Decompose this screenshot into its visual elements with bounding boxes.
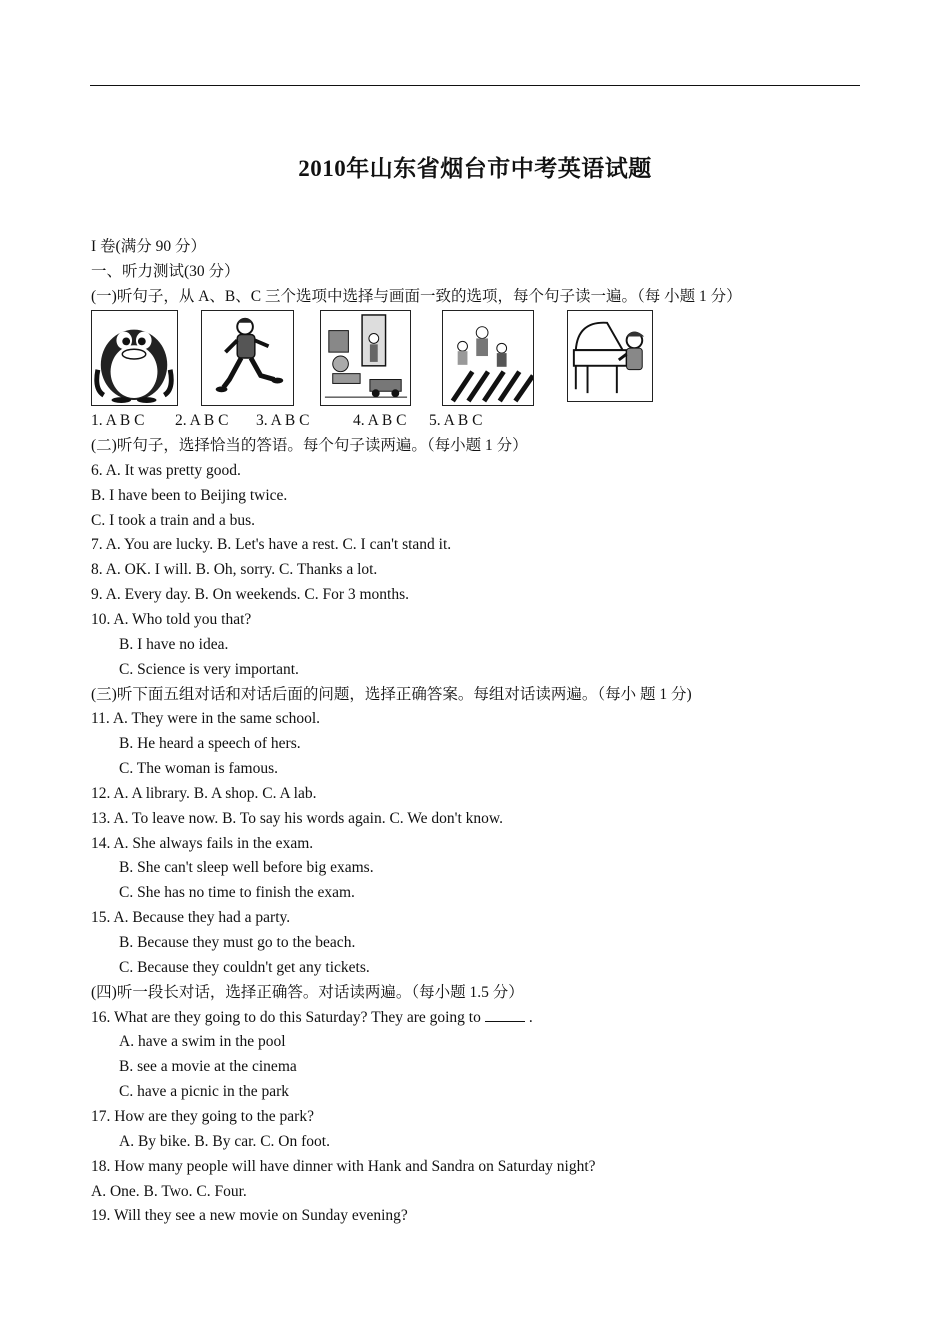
- question-text: B. Because they must go to the beach.: [119, 934, 356, 951]
- question-text: A. By bike. B. By car. C. On foot.: [119, 1133, 330, 1150]
- question-text: B. I have been to Beijing twice.: [91, 487, 288, 504]
- penguin-illustration: [92, 311, 177, 405]
- question-line: [91, 1206, 408, 1226]
- question-text: C. She has no time to finish the exam.: [119, 884, 355, 901]
- question-text: 14. A. She always fails in the exam.: [91, 835, 314, 852]
- question-text: 16. What are they going to do this Saturday? They are going to: [91, 1009, 481, 1026]
- question-line: [91, 585, 409, 605]
- question-line: [119, 734, 301, 754]
- picture-girl-at-piano: [567, 310, 653, 402]
- question-line: [119, 933, 355, 953]
- question-text: 7. A. You are lucky. B. Let's have a rest. C. I can't stand it.: [91, 536, 452, 553]
- question-line: [91, 784, 317, 804]
- question-text: 12. A. A library. B. A shop. C. A lab.: [91, 785, 317, 802]
- answer-choices-1: 1. A B C: [91, 412, 145, 429]
- picture-crosswalk-kids: [442, 310, 534, 406]
- question-line: [91, 685, 692, 705]
- question-line: [119, 759, 278, 779]
- girl-at-piano-illustration: [568, 311, 652, 401]
- question-text: 13. A. To leave now. B. To say his words again. C. We don't know.: [91, 810, 503, 827]
- picture-penguin: [91, 310, 178, 406]
- question-text: C. The woman is famous.: [119, 760, 279, 777]
- crosswalk-kids-illustration: [443, 311, 533, 405]
- answer-blank[interactable]: [485, 1009, 525, 1022]
- question-line: [119, 1057, 297, 1077]
- question-line: [119, 635, 228, 655]
- question-punctuation: .: [528, 1009, 533, 1026]
- page-title: 2010年山东省烟台市中考英语试题: [298, 156, 652, 181]
- question-text: 11. A. They were in the same school.: [91, 710, 321, 727]
- question-line: [91, 809, 503, 829]
- running-boy-illustration: [202, 311, 293, 405]
- question-line: [91, 1008, 533, 1028]
- question-line: [91, 461, 241, 481]
- question-line: [91, 560, 377, 580]
- question-text: 10. A. Who told you that?: [91, 611, 252, 628]
- answer-choices-3: 3. A B C: [256, 412, 310, 429]
- question-line: [91, 1107, 314, 1127]
- answer-choices-2: 2. A B C: [175, 412, 229, 429]
- question-text: B. I have no idea.: [119, 636, 229, 653]
- question-line: [119, 958, 370, 978]
- section-heading: 一、听力测试(30 分）: [91, 263, 240, 280]
- question-line: [91, 610, 251, 630]
- question-text: (二)听句子，选择恰当的答语。每个句子读两遍。（每小题 1 分）: [91, 437, 528, 454]
- question-text: B. He heard a speech of hers.: [119, 735, 301, 752]
- question-text: A. have a swim in the pool: [119, 1033, 286, 1050]
- header-rule: [90, 85, 860, 86]
- question-line: [119, 1082, 289, 1102]
- question-text: C. I took a train and a bus.: [91, 512, 256, 529]
- question-line: [119, 1032, 286, 1052]
- question-text: 9. A. Every day. B. On weekends. C. For 3 months.: [91, 586, 410, 603]
- question-line: [91, 834, 313, 854]
- question-text: 19. Will they see a new movie on Sunday evening?: [91, 1207, 408, 1224]
- question-text: (三)听下面五组对话和对话后面的问题，选择正确答案。每组对话读两遍。（每小 题 1 分): [91, 686, 692, 703]
- picture-toy-room: [320, 310, 411, 406]
- picture-running-boy: [201, 310, 294, 406]
- question-text: 17. How are they going to the park?: [91, 1108, 314, 1125]
- question-line: [91, 1157, 596, 1177]
- answer-choices-4: 4. A B C: [353, 412, 407, 429]
- question-line: [119, 858, 374, 878]
- question-line: [91, 511, 255, 531]
- question-text: C. Because they couldn't get any tickets.: [119, 959, 370, 976]
- question-line: [91, 535, 451, 555]
- question-line: [119, 1132, 330, 1152]
- question-text: C. Science is very important.: [119, 661, 299, 678]
- question-text: 15. A. Because they had a party.: [91, 909, 291, 926]
- question-line: [91, 436, 528, 456]
- toy-room-illustration: [321, 311, 410, 405]
- question-text: (四)听一段长对话，选择正确答。对话读两遍。（每小题 1.5 分）: [91, 984, 524, 1001]
- question-line: [91, 983, 524, 1003]
- question-line: [91, 908, 290, 928]
- question-line: [119, 883, 355, 903]
- question-text: 6. A. It was pretty good.: [91, 462, 241, 479]
- question-text: B. see a movie at the cinema: [119, 1058, 297, 1075]
- question-line: [119, 660, 299, 680]
- question-line: [91, 486, 287, 506]
- question-line: [91, 1182, 247, 1202]
- answer-choices-5: 5. A B C: [429, 412, 483, 429]
- question-text: 18. How many people will have dinner with Hank and Sandra on Saturday night?: [91, 1158, 596, 1175]
- question-text: B. She can't sleep well before big exams.: [119, 859, 374, 876]
- question-text: A. One. B. Two. C. Four.: [91, 1183, 247, 1200]
- question-line: [91, 709, 320, 729]
- part1-instructions: (一)听句子，从 A、B、C 三个选项中选择与画面一致的选项，每个句子读一遍。（每 小题 1 分）: [91, 288, 742, 305]
- question-text: C. have a picnic in the park: [119, 1083, 290, 1100]
- paper-score-line: I 卷(满分 90 分）: [91, 238, 206, 255]
- question-text: 8. A. OK. I will. B. Oh, sorry. C. Thanks a lot.: [91, 561, 378, 578]
